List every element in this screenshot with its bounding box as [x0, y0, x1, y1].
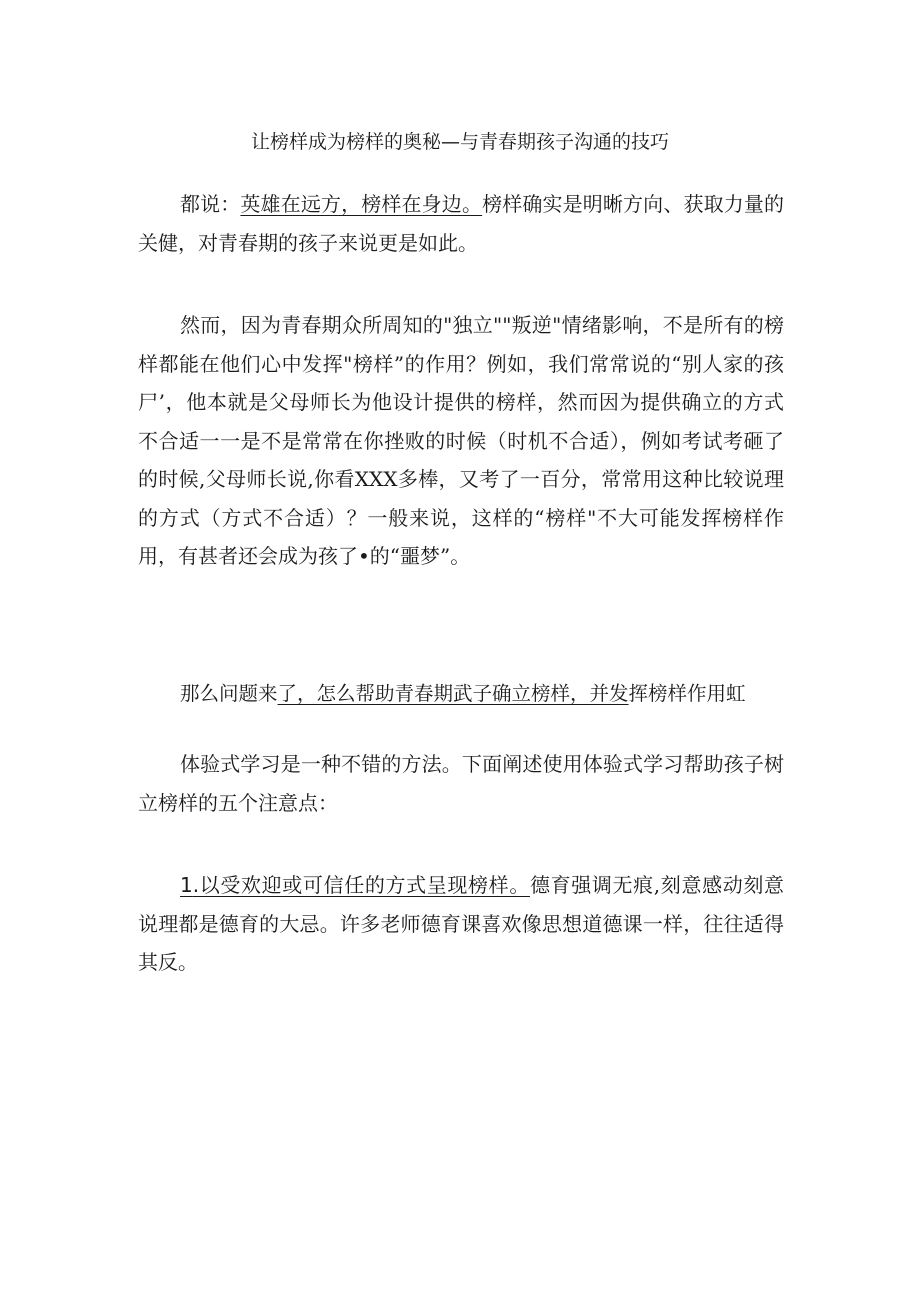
point-one-number: 1: [180, 873, 193, 897]
intro-underlined-quote: 英雄在远方，榜样在身边。: [240, 192, 483, 216]
point-one-heading: .以受欢迎或可信任的方式呈现榜样。: [192, 873, 530, 897]
section-subheading: [180, 679, 800, 709]
paragraph-role-model-problem: 然而，因为青春期众所周知的"独立""叛逆"情绪影响，不是所有的榜样都能在他们心中发挥"榜样”的作用？例如，我们常常说的“别人家的孩尸’，他本就是父母师长为他设计提供的榜样，然而因为提供确立的方式不合适一一是不是常常在你挫败的时候（时机不合适），例如考试考砸了的时候,父母师长说,你看XXX多棒，又考了一百分，常常用这种比较说理的方式（方式不合适）？一般来说，这样的“榜样"不大可能发挥榜样作用，有甚者还会成为孩了•的“噩梦”。: [138, 313, 784, 568]
intro-rest: 榜样确实是明晰方向、获取力量的关健，对青春期的孩子来说更是如此。: [138, 192, 785, 255]
paragraph-point-one: [138, 866, 784, 982]
document-title: 让榜样成为榜样的奥秘—与青春期孩子沟通的技巧: [250, 131, 669, 153]
subheading-underlined: 了，怎么帮助青春期武子确立榜样，并发: [277, 682, 629, 705]
paragraph-intro: [138, 185, 784, 262]
paragraph-experiential-learning: 体验式学习是一种不错的方法。下面阐述使用体验式学习帮助孩子树立榜样的五个注意点：: [138, 752, 784, 815]
subheading-rest: 挥榜样作用虹: [628, 682, 746, 705]
subheading-lead: 那么问题来: [180, 682, 278, 705]
intro-lead: 都说：: [180, 192, 241, 216]
point-one-body: 德育强调无痕,刻意感动刻意说理都是德育的大忌。许多老师德育课喜欢像思想道德课一样，往往适得其反。: [138, 873, 785, 974]
